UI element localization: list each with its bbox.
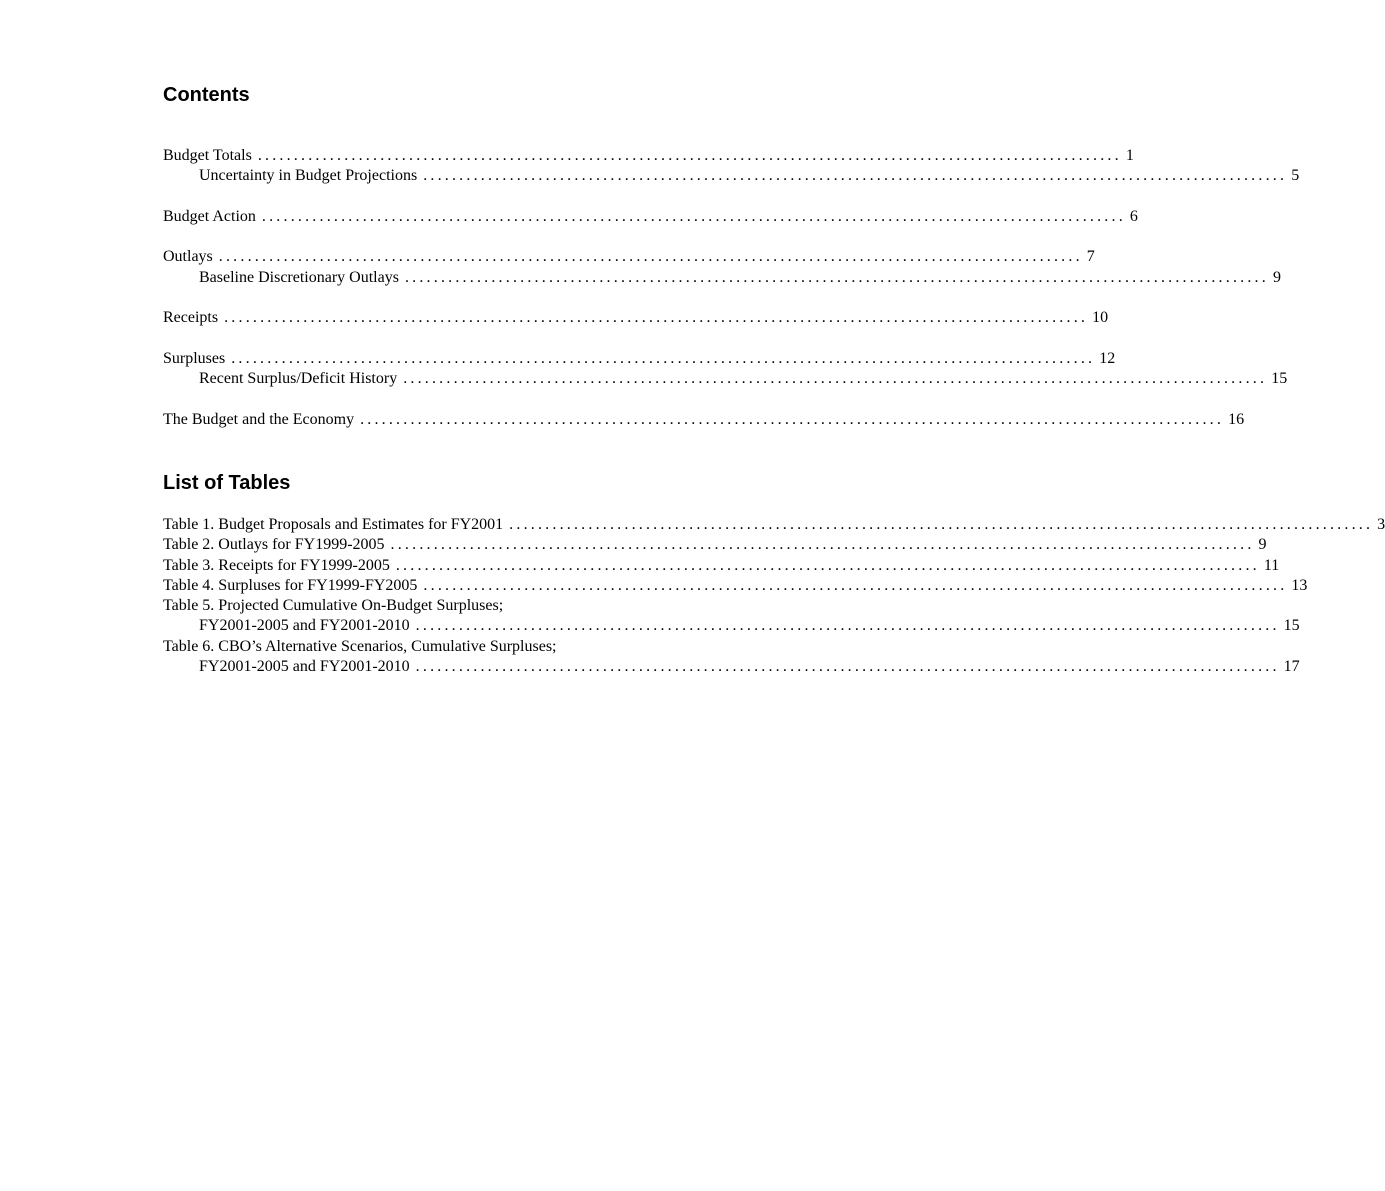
toc-page-number: 16 [1228, 410, 1245, 428]
dot-leader: ........................................................................................................................ [231, 349, 1096, 367]
toc-entry-label: Budget Totals [163, 147, 252, 164]
dot-leader: ........................................................................................................................ [415, 617, 1280, 635]
table-entry-label: Table 2. Outlays for FY1999-2005 [163, 536, 385, 554]
toc-entry[interactable] [163, 369, 1288, 389]
table-entry-label: Table 4. Surpluses for FY1999-FY2005 [163, 576, 418, 594]
toc-page-number: 7 [1086, 248, 1095, 266]
dot-leader: ........................................................................................................................ [390, 536, 1255, 554]
list-of-tables-heading: List of Tables [163, 472, 291, 494]
toc-entry-label: Receipts [163, 309, 219, 327]
dot-leader: ........................................................................................................................ [257, 147, 1122, 164]
table-page-number: 11 [1263, 556, 1280, 574]
toc-page-number: 1 [1125, 147, 1134, 164]
table-entry[interactable] [163, 515, 1385, 535]
toc-page-number: 9 [1272, 268, 1281, 286]
dot-leader: ........................................................................................................................ [415, 658, 1280, 676]
toc-entry-label: Recent Surplus/Deficit History [199, 370, 398, 388]
table-entry[interactable] [163, 535, 1267, 555]
toc-page-number: 10 [1092, 309, 1109, 327]
table-page-number: 3 [1377, 516, 1385, 533]
dot-leader: ........................................................................................................................ [403, 370, 1268, 388]
toc-entry[interactable] [163, 207, 1138, 227]
dot-leader: ........................................................................................................................ [509, 516, 1374, 533]
tables-list [163, 515, 1385, 677]
toc-entry-label: Baseline Discretionary Outlays [199, 268, 399, 286]
toc-entry[interactable] [163, 166, 1300, 186]
toc-page-number: 6 [1129, 207, 1138, 225]
table-entry-first-line[interactable]: Table 6. CBO’s Alternative Scenarios, Cumulative Surpluses; [163, 637, 557, 655]
dot-leader: ........................................................................................................................ [261, 207, 1126, 225]
toc-entry[interactable] [163, 349, 1116, 369]
contents-list [163, 146, 1300, 430]
table-page-number: 9 [1258, 536, 1267, 554]
table-entry[interactable] [163, 657, 1300, 677]
toc-entry-label: Budget Action [163, 207, 256, 225]
table-entry-label: FY2001-2005 and FY2001-2010 [199, 658, 410, 676]
table-page-number: 13 [1291, 576, 1308, 594]
dot-leader: ........................................................................................................................ [360, 410, 1225, 428]
contents-heading: Contents [163, 84, 250, 106]
dot-leader: ........................................................................................................................ [218, 248, 1083, 266]
table-entry[interactable] [163, 556, 1280, 576]
table-entry[interactable] [163, 616, 1300, 636]
toc-page-number: 5 [1291, 167, 1300, 185]
toc-entry-label: Surpluses [163, 349, 226, 367]
table-entry-label: Table 3. Receipts for FY1999-2005 [163, 556, 390, 574]
toc-entry[interactable] [163, 268, 1281, 288]
table-entry-label: Table 1. Budget Proposals and Estimates for FY2001 [163, 516, 504, 533]
dot-leader: ........................................................................................................................ [395, 556, 1260, 574]
dot-leader: ........................................................................................................................ [404, 268, 1269, 286]
table-page-number: 15 [1283, 617, 1300, 635]
table-entry[interactable] [163, 576, 1308, 596]
toc-entry-label: Outlays [163, 248, 213, 266]
toc-entry[interactable] [163, 308, 1109, 328]
toc-entry[interactable] [163, 146, 1134, 166]
toc-entry-label: The Budget and the Economy [163, 410, 355, 428]
dot-leader: ........................................................................................................................ [224, 309, 1089, 327]
toc-entry[interactable] [163, 247, 1095, 267]
table-entry-label: FY2001-2005 and FY2001-2010 [199, 617, 410, 635]
dot-leader: ........................................................................................................................ [423, 576, 1288, 594]
toc-page-number: 12 [1099, 349, 1116, 367]
table-entry-first-line[interactable]: Table 5. Projected Cumulative On-Budget Surpluses; [163, 597, 504, 615]
toc-entry-label: Uncertainty in Budget Projections [199, 167, 418, 185]
toc-entry[interactable] [163, 410, 1245, 430]
toc-page-number: 15 [1271, 370, 1288, 388]
dot-leader: ........................................................................................................................ [423, 167, 1288, 185]
table-page-number: 17 [1283, 658, 1300, 676]
